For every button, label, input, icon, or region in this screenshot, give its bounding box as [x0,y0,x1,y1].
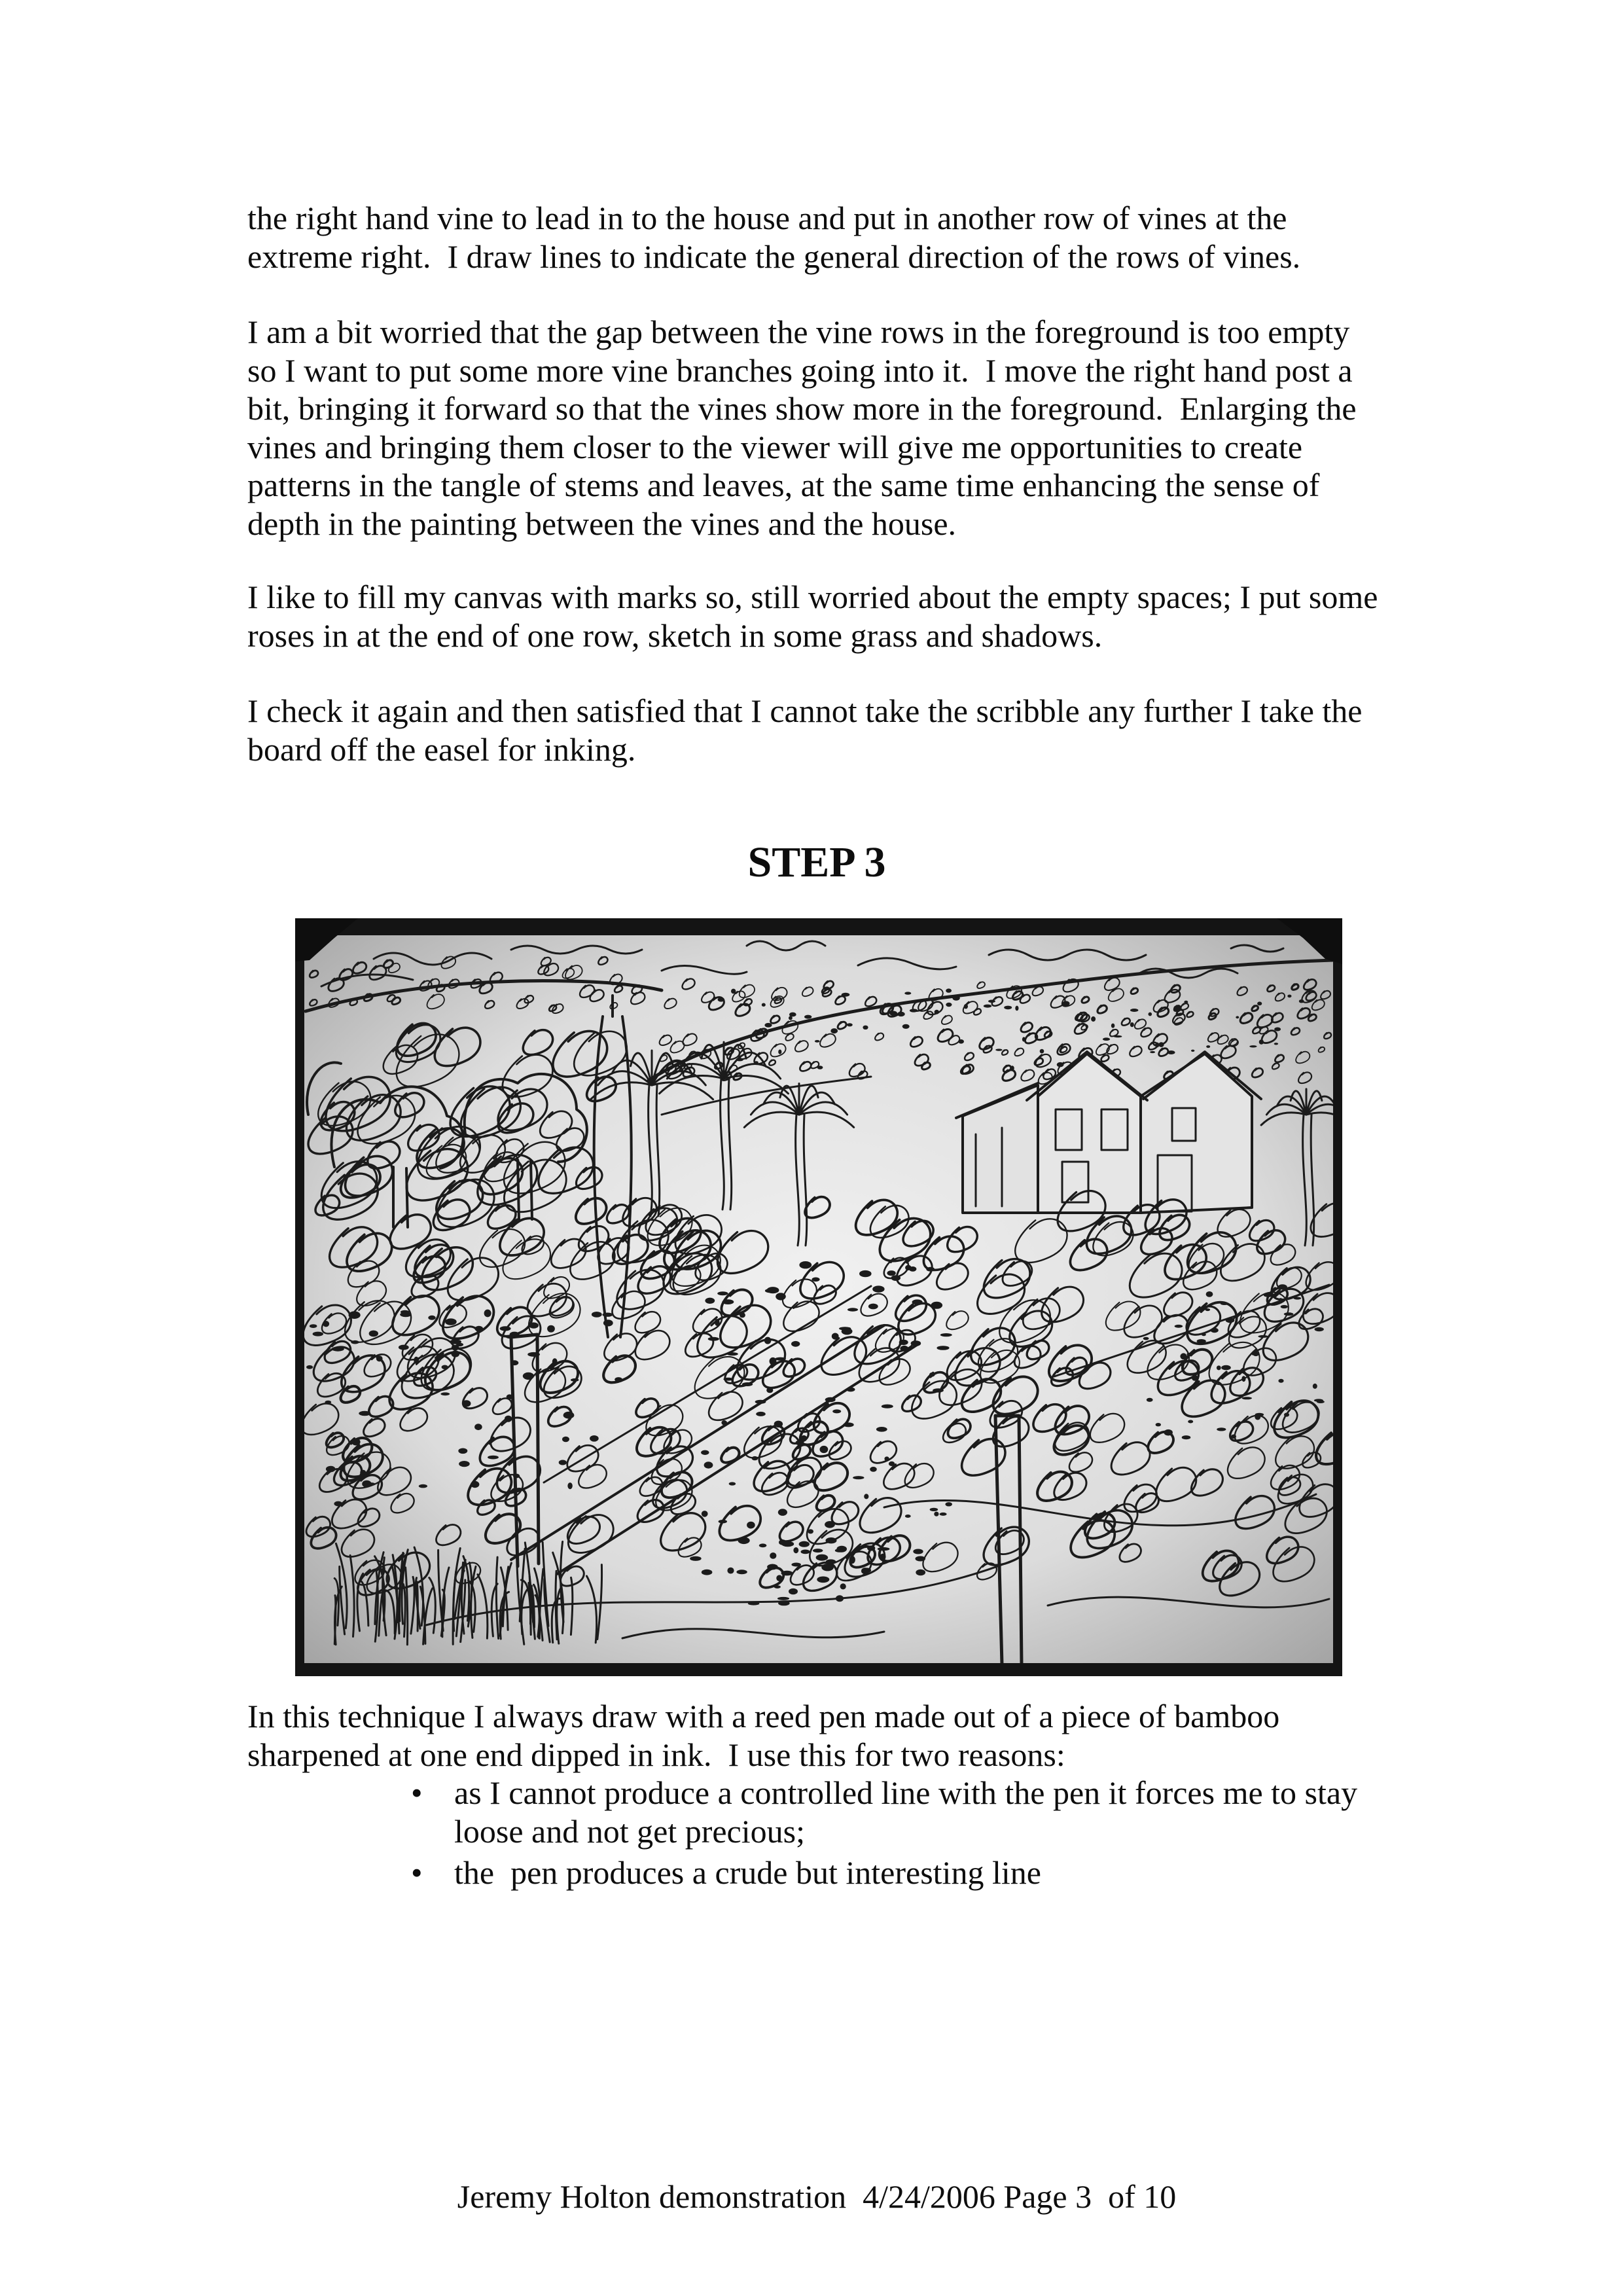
paragraph-line: vines and bringing them closer to the viewer will give me opportunities to create [247,428,1303,465]
paragraph-2 [247,313,1386,543]
bullet-line: the pen produces a crude but interesting line [454,1854,1041,1891]
bullet-text [454,1774,1383,1850]
paragraph-line: I check it again and then satisfied that I cannot take the scribble any further I take the [247,692,1363,729]
technique-paragraph [247,1697,1386,1774]
paragraph-line: extreme right. I draw lines to indicate the general direction of the rows of vines. [247,238,1301,275]
paragraph-line: I am a bit worried that the gap between the vine rows in the foreground is too empty [247,314,1350,350]
paragraph-line: In this technique I always draw with a reed pen made out of a piece of bamboo [247,1698,1280,1734]
paragraph-3 [247,578,1386,655]
paragraph-line: depth in the painting between the vines and the house. [247,505,957,542]
paragraph-4 [247,692,1386,768]
paragraph-line: I like to fill my canvas with marks so, still worried about the empty spaces; I put some [247,579,1378,615]
bullet-line: as I cannot produce a controlled line with the pen it forces me to stay [454,1774,1358,1811]
step-heading: STEP 3 [747,838,886,886]
paragraph-line: bit, bringing it forward so that the vines show more in the foreground. Enlarging the [247,390,1357,427]
paragraph-1 [247,199,1386,276]
bullet-marker: • [411,1774,423,1811]
bullet-marker: • [411,1854,423,1891]
step3-sketch-image [295,918,1342,1676]
paragraph-line: patterns in the tangle of stems and leaves, at the same time enhancing the sense of [247,467,1320,503]
paragraph-line: so I want to put some more vine branches going into it. I move the right hand post a [247,351,1353,389]
paragraph-line: roses in at the end of one row, sketch in some grass and shadows. [247,617,1103,654]
paragraph-line: the right hand vine to lead in to the house and put in another row of vines at the [247,200,1287,236]
bullet-text [454,1854,1383,1892]
paragraph-line: sharpened at one end dipped in ink. I use this for two reasons: [247,1736,1065,1773]
bullet-line: loose and not get precious; [454,1812,805,1850]
paragraph-line: board off the easel for inking. [247,730,636,768]
page-footer: Jeremy Holton demonstration 4/24/2006 Page 3 of 10 [457,2178,1177,2215]
